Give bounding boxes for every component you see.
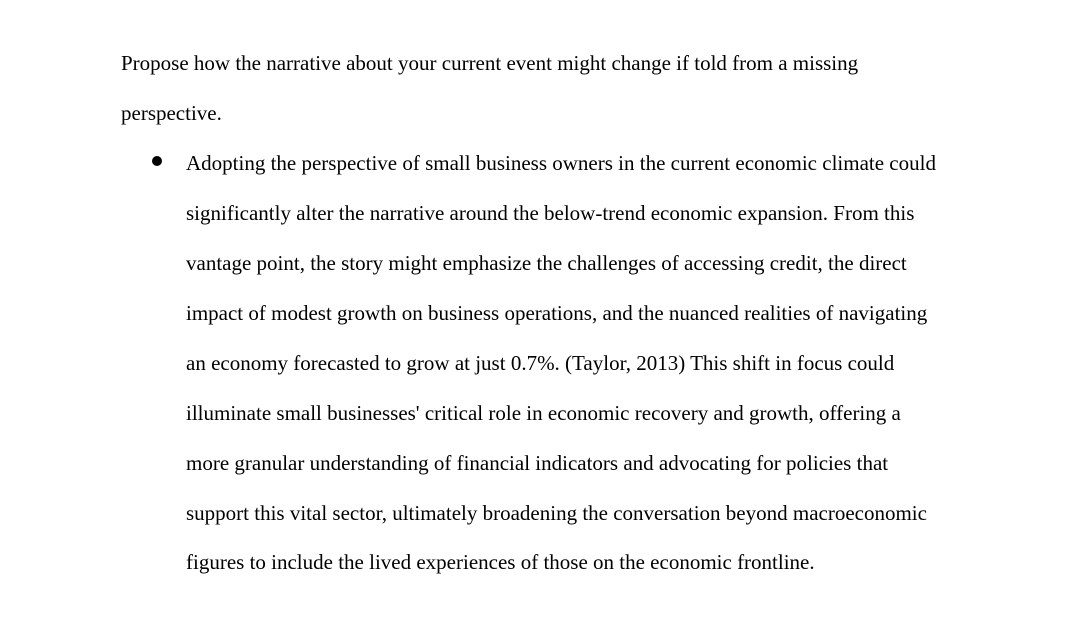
bullet-text-line: an economy forecasted to grow at just 0.7%. (Taylor, 2013) This shift in focus could <box>186 351 895 375</box>
bullet-text-line: illuminate small businesses' critical role in economic recovery and growth, offering a <box>186 401 901 425</box>
prompt-line-1: Propose how the narrative about your current event might change if told from a missing <box>121 51 859 75</box>
prompt-line-2: perspective. <box>121 101 222 125</box>
bullet-text-line: Adopting the perspective of small business owners in the current economic climate could <box>186 151 936 175</box>
bullet-text-line: significantly alter the narrative around the below-trend economic expansion. From this <box>186 201 915 225</box>
bullet-text-line: more granular understanding of financial indicators and advocating for policies that <box>186 451 889 475</box>
bullet-point-icon <box>152 156 162 166</box>
bullet-text-line: figures to include the lived experiences of those on the economic frontline. <box>186 550 815 574</box>
bullet-text-line: support this vital sector, ultimately broadening the conversation beyond macroeconomic <box>186 501 927 525</box>
bullet-text-line: impact of modest growth on business operations, and the nuanced realities of navigating <box>186 301 928 325</box>
bullet-text-line: vantage point, the story might emphasize the challenges of accessing credit, the direct <box>186 251 907 275</box>
